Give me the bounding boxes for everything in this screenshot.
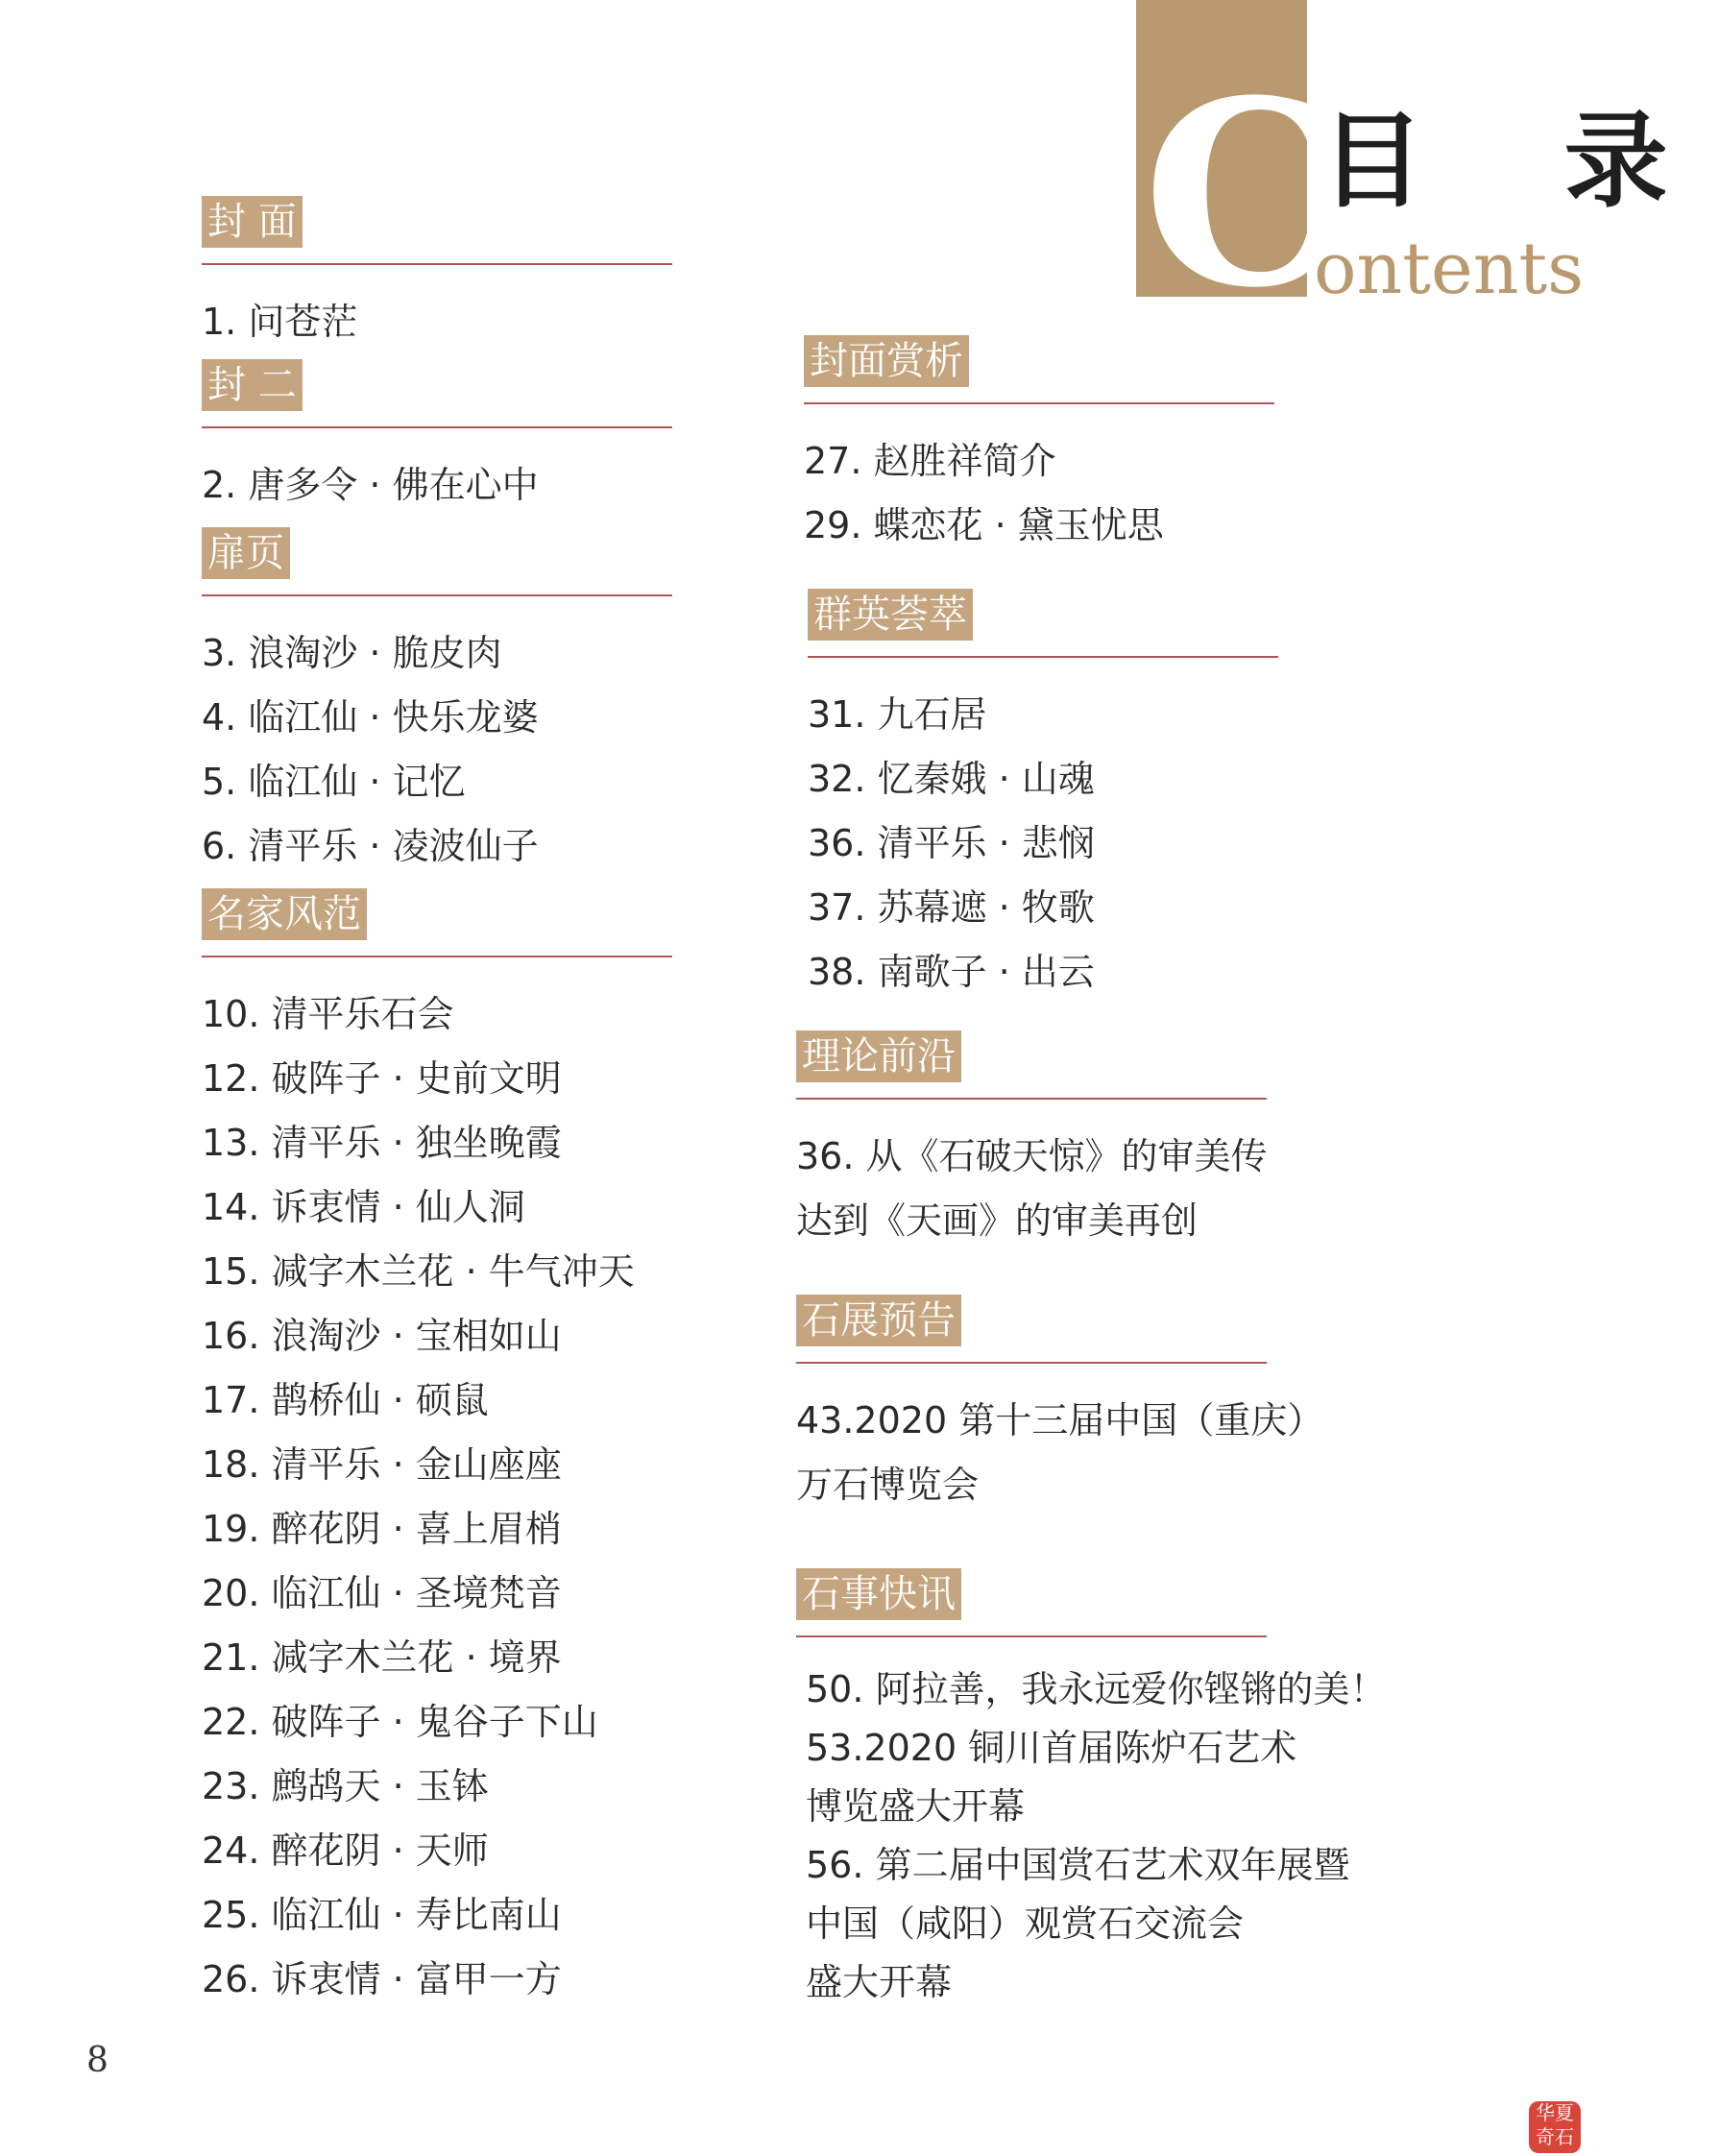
toc-entry[interactable]: 56. 第二届中国赏石艺术双年展暨 <box>806 1844 1350 1886</box>
section-heading: 理论前沿 <box>796 1030 961 1082</box>
toc-entry[interactable]: 53.2020 铜川首届陈炉石艺术 <box>806 1727 1297 1769</box>
section-elite-collection <box>808 589 1278 1005</box>
toc-entry[interactable]: 31. 九石居 <box>808 693 987 736</box>
section-divider <box>808 656 1278 658</box>
toc-entry[interactable]: 25. 临江仙 · 寿比南山 <box>202 1894 562 1936</box>
toc-entry[interactable]: 19. 醉花阴 · 喜上眉梢 <box>202 1508 562 1550</box>
toc-entry[interactable]: 1. 问苍茫 <box>202 301 358 343</box>
toc-entry[interactable]: 43.2020 第十三届中国（重庆） <box>796 1399 1324 1441</box>
section-cover <box>202 196 672 354</box>
toc-entry[interactable]: 12. 破阵子 · 史前文明 <box>202 1057 562 1100</box>
toc-entry[interactable]: 29. 蝶恋花 · 黛玉忧思 <box>804 504 1164 546</box>
section-heading: 名家风范 <box>202 888 367 940</box>
section-news-flash <box>796 1568 1387 2012</box>
toc-entry[interactable]: 4. 临江仙 · 快乐龙婆 <box>202 696 539 739</box>
toc-entry[interactable]: 13. 清平乐 · 独坐晚霞 <box>202 1122 562 1164</box>
toc-entry[interactable]: 20. 临江仙 · 圣境梵音 <box>202 1572 562 1614</box>
toc-entry[interactable]: 27. 赵胜祥简介 <box>804 440 1056 482</box>
toc-entry[interactable]: 万石博览会 <box>796 1464 980 1506</box>
watermark-seal: 华夏奇石 <box>1529 2101 1581 2153</box>
section-heading: 石事快讯 <box>796 1568 961 1620</box>
page-number: 8 <box>86 2041 109 2080</box>
section-divider <box>796 1362 1267 1364</box>
section-divider <box>202 956 672 957</box>
page-subtitle: ontents <box>1314 228 1585 310</box>
section-heading: 群英荟萃 <box>808 589 973 641</box>
toc-entry[interactable]: 24. 醉花阴 · 天师 <box>202 1829 489 1872</box>
section-heading: 封面赏析 <box>804 335 969 387</box>
toc-entry[interactable]: 10. 清平乐石会 <box>202 993 454 1035</box>
section-divider <box>796 1098 1267 1100</box>
toc-entry[interactable]: 36. 清平乐 · 悲悯 <box>808 822 1095 864</box>
toc-entry[interactable]: 37. 苏幕遮 · 牧歌 <box>808 886 1095 929</box>
page-title: 目 录 <box>1320 101 1720 222</box>
section-divider <box>202 426 672 428</box>
section-masters <box>202 888 672 2012</box>
section-heading: 石展预告 <box>796 1295 961 1346</box>
toc-entry[interactable]: 15. 减字木兰花 · 牛气冲天 <box>202 1250 635 1293</box>
section-heading: 封 二 <box>202 359 303 411</box>
section-title-page <box>202 527 672 879</box>
toc-entry[interactable]: 5. 临江仙 · 记忆 <box>202 761 466 803</box>
section-heading: 扉页 <box>202 527 290 579</box>
toc-entry[interactable]: 26. 诉衷情 · 富甲一方 <box>202 1958 562 2000</box>
toc-entry[interactable]: 23. 鹧鸪天 · 玉钵 <box>202 1765 489 1807</box>
toc-entry[interactable]: 17. 鹊桥仙 · 硕鼠 <box>202 1379 489 1421</box>
toc-entry[interactable]: 中国（咸阳）观赏石交流会 <box>806 1902 1245 1945</box>
toc-entry[interactable]: 2. 唐多令 · 佛在心中 <box>202 464 539 506</box>
toc-entry[interactable]: 16. 浪淘沙 · 宝相如山 <box>202 1315 562 1357</box>
toc-entry[interactable]: 32. 忆秦娥 · 山魂 <box>808 758 1095 800</box>
toc-entry[interactable]: 博览盛大开幕 <box>806 1785 1026 1828</box>
section-divider <box>202 594 672 596</box>
section-divider <box>202 263 672 265</box>
toc-entry[interactable]: 22. 破阵子 · 鬼谷子下山 <box>202 1701 598 1743</box>
toc-entry[interactable]: 50. 阿拉善，我永远爱你铿锵的美！ <box>806 1668 1387 1710</box>
section-heading: 封 面 <box>202 196 303 248</box>
section-inside-cover <box>202 359 672 518</box>
toc-entry[interactable]: 18. 清平乐 · 金山座座 <box>202 1443 562 1486</box>
section-theory-frontier <box>796 1030 1267 1253</box>
toc-entry[interactable]: 达到《天画》的审美再创 <box>796 1199 1199 1242</box>
section-divider <box>796 1635 1267 1637</box>
toc-entry[interactable]: 6. 清平乐 · 凌波仙子 <box>202 825 539 867</box>
toc-entry[interactable]: 14. 诉衷情 · 仙人洞 <box>202 1186 525 1228</box>
toc-entry[interactable]: 36. 从《石破天惊》的审美传 <box>796 1135 1268 1177</box>
toc-entry[interactable]: 21. 减字木兰花 · 境界 <box>202 1636 562 1679</box>
toc-entry[interactable]: 3. 浪淘沙 · 脆皮肉 <box>202 632 502 674</box>
section-exhibition-preview <box>796 1295 1324 1517</box>
toc-entry[interactable]: 38. 南歌子 · 出云 <box>808 951 1095 993</box>
section-cover-appreciation <box>804 335 1274 558</box>
toc-entry[interactable]: 盛大开幕 <box>806 1961 953 2003</box>
contents-logo-letter: C <box>1143 45 1345 344</box>
section-divider <box>804 402 1274 404</box>
